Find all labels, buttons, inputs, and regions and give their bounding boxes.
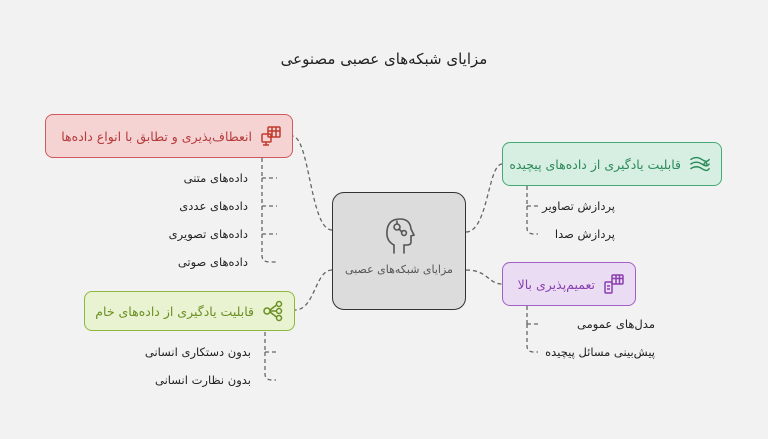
connector-complex-data-leaves: [527, 186, 538, 234]
center-node: [332, 192, 466, 310]
network-share-icon: [262, 300, 284, 322]
connector-center-to-generalization: [466, 270, 502, 284]
leaf-image-processing: پردازش تصاویر: [542, 199, 615, 213]
connector-center-to-complex-data: [466, 164, 502, 232]
branch-generalization-label: تعمیم‌پذیری بالا: [517, 276, 595, 292]
diagram-title: مزایای شبکه‌های عصبی مصنوعی: [280, 50, 488, 68]
connector-center-to-raw-data: [295, 270, 332, 310]
waves-icon: [689, 153, 711, 175]
branch-raw-data: [84, 291, 295, 331]
branch-complex-data-label: قابلیت یادگیری از داده‌های پیچیده: [509, 156, 681, 172]
branch-flexibility: [45, 114, 293, 158]
calculator-icon: [603, 273, 625, 295]
data-table-icon: [260, 125, 282, 147]
branch-raw-data-label: قابلیت یادگیری از داده‌های خام: [95, 303, 254, 319]
leaf-audio-data: داده‌های صوتی: [177, 255, 248, 269]
leaf-no-supervision: بدون نظارت انسانی: [154, 373, 251, 387]
leaf-numeric-data: داده‌های عددی: [179, 199, 248, 213]
center-label: مزایای شبکه‌های عصبی: [345, 263, 453, 276]
leaf-no-manipulation: بدون دستکاری انسانی: [144, 345, 251, 359]
leaf-text-data: داده‌های متنی: [183, 171, 248, 185]
leaf-general-models: مدل‌های عمومی: [577, 317, 655, 331]
leaf-audio-processing: پردازش صدا: [554, 227, 615, 241]
head-gears-icon: [378, 211, 418, 255]
leaf-image-data: داده‌های تصویری: [168, 227, 248, 241]
branch-complex-data: [502, 142, 722, 186]
connector-center-to-flexibility: [292, 136, 332, 230]
leaf-complex-prediction: پیش‌بینی مسائل پیچیده: [545, 345, 655, 359]
branch-generalization: [502, 262, 636, 306]
connector-raw-data-leaves: [265, 332, 276, 380]
connector-flexibility-leaves: [262, 158, 277, 262]
connector-generalization-leaves: [527, 306, 538, 352]
branch-flexibility-label: انعطاف‌پذیری و تطابق با انواع داده‌ها: [61, 128, 252, 144]
